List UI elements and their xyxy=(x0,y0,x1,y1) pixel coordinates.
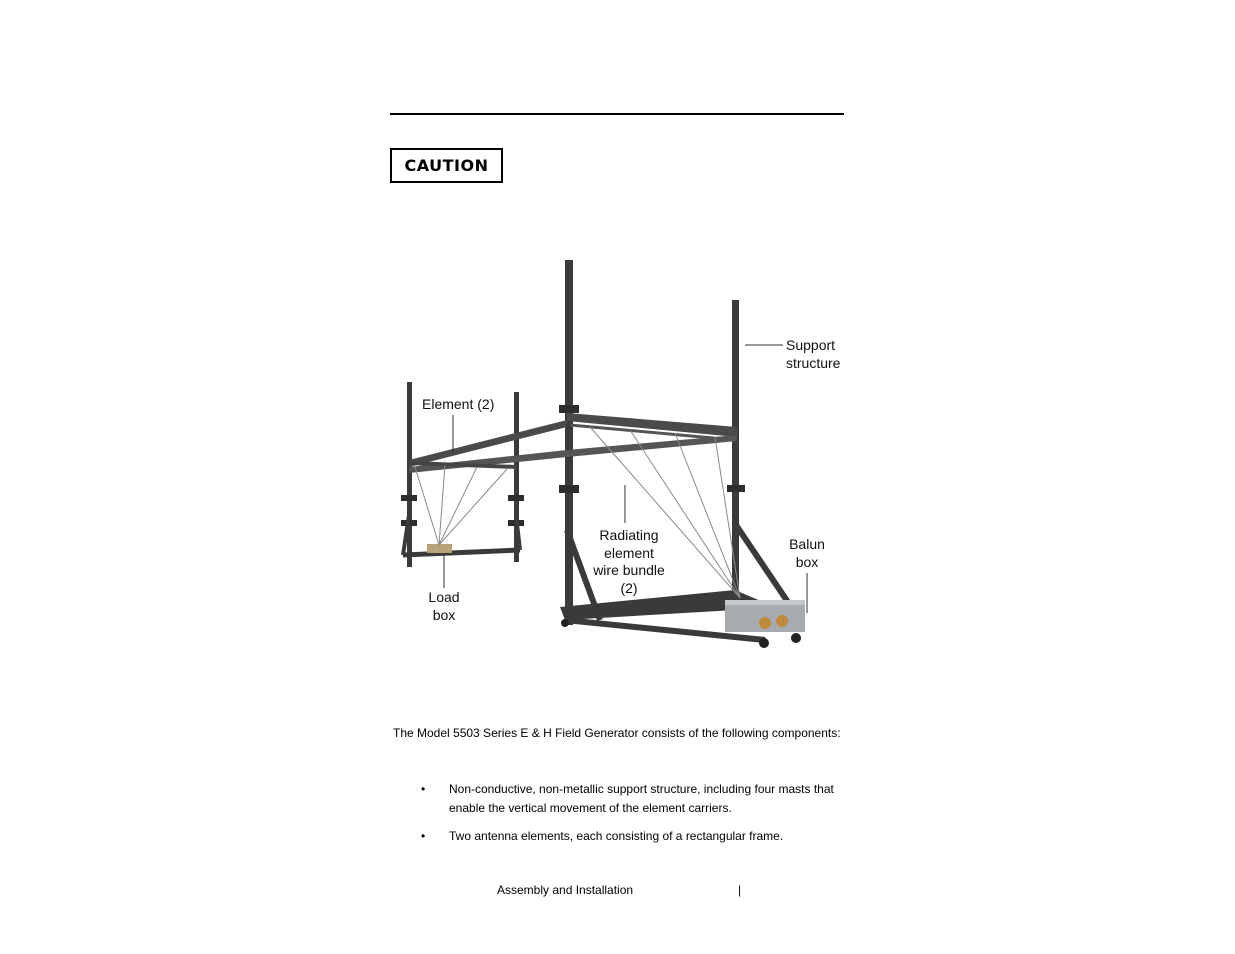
caution-label: CAUTION xyxy=(404,156,489,175)
main-mast-left xyxy=(565,260,573,625)
bullet-marker: • xyxy=(421,782,426,796)
load-box xyxy=(427,544,452,553)
callout-load-box: Load box xyxy=(428,589,460,623)
callout-element: Element (2) xyxy=(422,396,495,412)
header-rule xyxy=(390,113,844,115)
footer-separator: | xyxy=(738,883,742,897)
small-mast-left xyxy=(407,382,412,567)
caution-box xyxy=(390,148,503,183)
callout-radiating-element: Radiating element wire bundle (2) xyxy=(593,527,665,596)
bullet-item-support-structure: Non-conductive, non-metallic support structure, including four masts that enable the vertical movement of the element carriers. xyxy=(449,782,834,815)
bullet-marker: • xyxy=(421,829,426,843)
bullet-item-antenna-elements: Two antenna elements, each consisting of a rectangular frame. xyxy=(449,829,784,843)
callout-support-structure: Support structure xyxy=(786,337,841,371)
footer-section-title: Assembly and Installation xyxy=(497,883,634,897)
intro-paragraph: The Model 5503 Series E & H Field Generator consists of the following components: xyxy=(393,726,841,740)
callout-balun-box: Balun box xyxy=(789,536,825,570)
